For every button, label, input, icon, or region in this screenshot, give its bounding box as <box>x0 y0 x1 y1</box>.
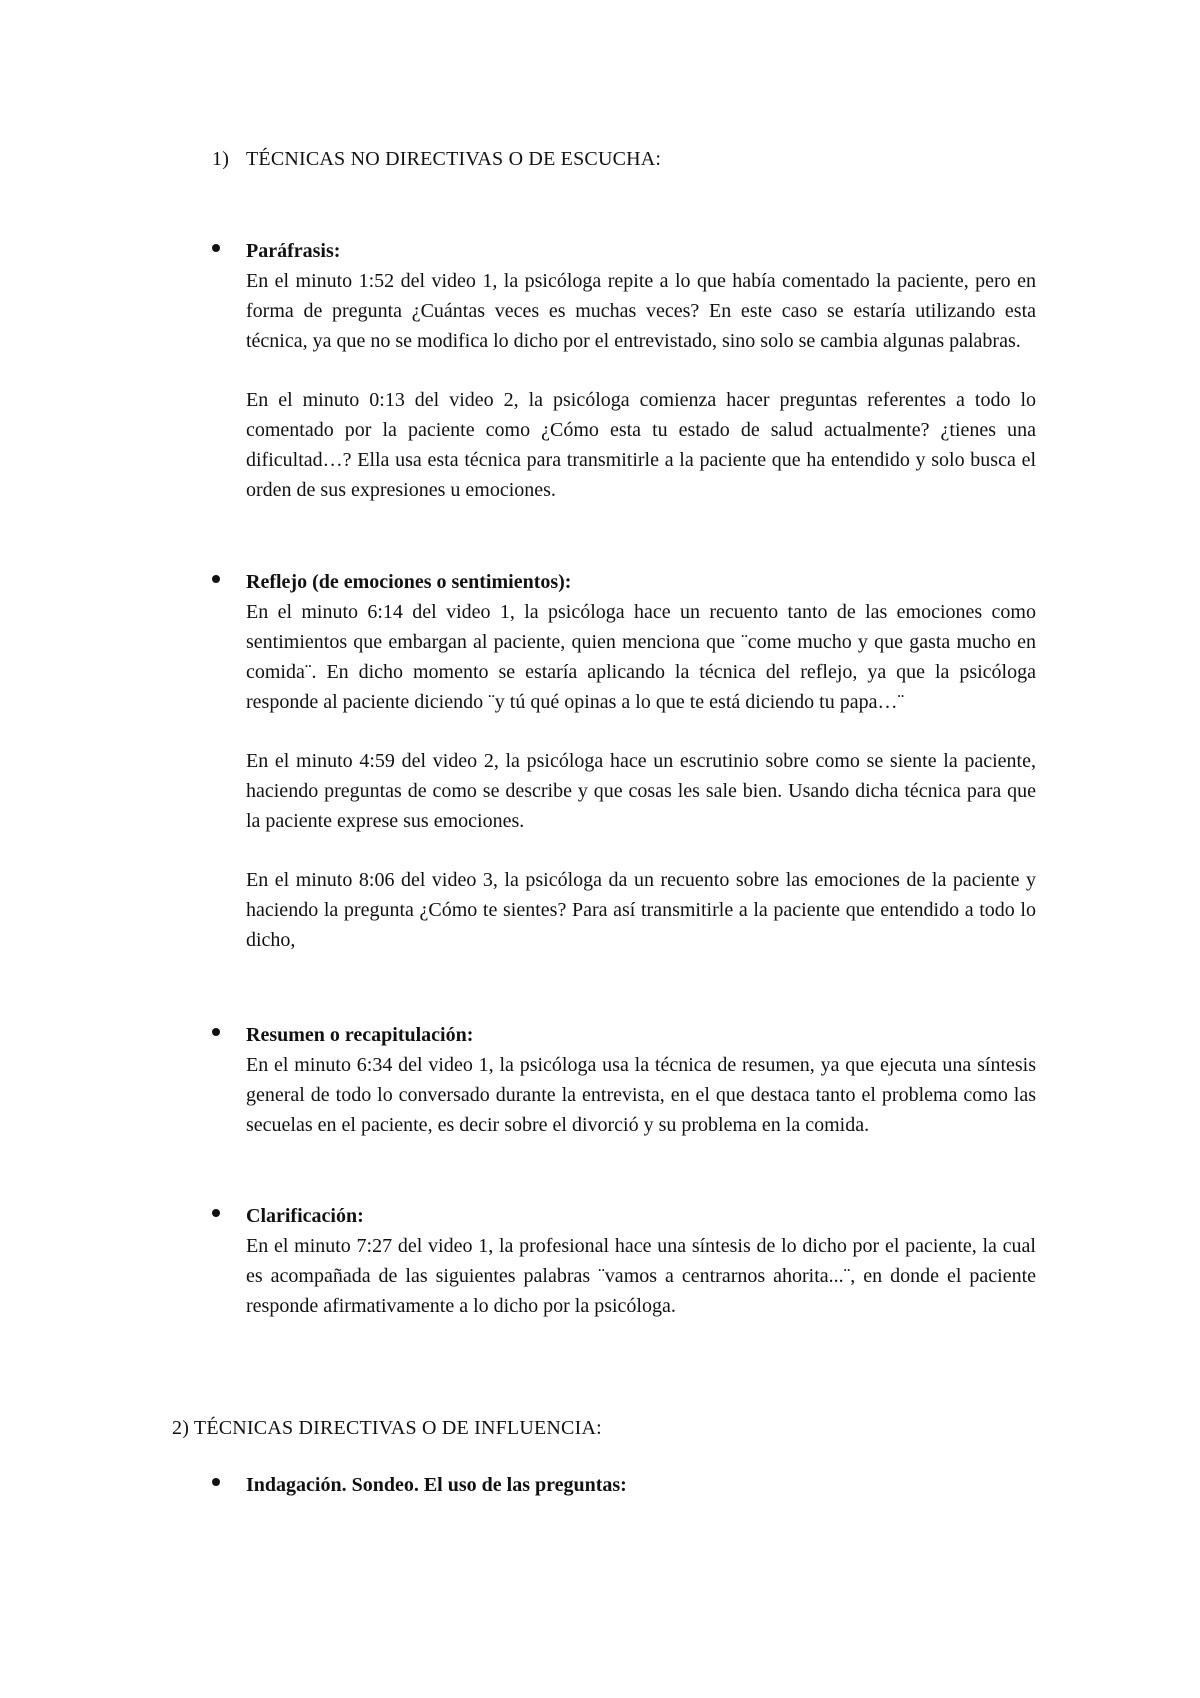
bullet-icon <box>212 244 220 252</box>
bullet-icon <box>212 1478 220 1486</box>
technique-indagacion <box>246 1470 1036 1500</box>
technique-paragraph: En el minuto 8:06 del video 3, la psicóloga da un recuento sobre las emociones de la paciente y haciendo la pregunta ¿Cómo te sientes? Para así transmitirle a la paciente que entendido a todo lo dicho, <box>246 869 1036 951</box>
technique-title: Reflejo (de emociones o sentimientos): <box>246 571 572 593</box>
technique-reflejo <box>246 567 1036 955</box>
technique-title: Paráfrasis: <box>246 240 341 262</box>
technique-title: Indagación. Sondeo. El uso de las preguntas: <box>246 1474 627 1496</box>
technique-title: Resumen o recapitulación: <box>246 1024 474 1046</box>
section-2-heading: 2) TÉCNICAS DIRECTIVAS O DE INFLUENCIA: <box>172 1417 602 1439</box>
technique-title: Clarificación: <box>246 1205 364 1227</box>
bullet-icon <box>212 1209 220 1217</box>
technique-paragraph: En el minuto 0:13 del video 2, la psicóloga comienza hacer preguntas referentes a todo lo comentado por la paciente como ¿Cómo esta tu estado de salud actualmente? ¿tienes una dificultad…? Ella usa esta técnica para transmitirle a la paciente que ha entendido y solo busca el orden de sus expresiones u emociones. <box>246 389 1036 501</box>
technique-clarificacion <box>246 1201 1036 1321</box>
technique-paragraph: En el minuto 6:14 del video 1, la psicóloga hace un recuento tanto de las emociones como sentimientos que embargan al paciente, quien menciona que ¨come mucho y que gasta mucho en comida¨. En dicho momento se estaría aplicando la técnica del reflejo, ya que la psicóloga responde al paciente diciendo ¨y tú qué opinas a lo que te está diciendo tu papa…¨ <box>246 601 1036 713</box>
technique-paragraph: En el minuto 6:34 del video 1, la psicóloga usa la técnica de resumen, ya que ejecuta una síntesis general de todo lo conversado durante la entrevista, en el que destaca tanto el problema como las secuelas en el paciente, es decir sobre el divorció y su problema en la comida. <box>246 1054 1036 1136</box>
section-1-title: TÉCNICAS NO DIRECTIVAS O DE ESCUCHA: <box>246 148 662 170</box>
technique-paragraph: En el minuto 1:52 del video 1, la psicóloga repite a lo que había comentado la paciente, pero en forma de pregunta ¿Cuántas veces es muchas veces? En este caso se estaría utilizando esta técnica, ya que no se modifica lo dicho por el entrevistado, sino solo se cambia algunas palabras. <box>246 270 1036 352</box>
section-1-number: 1) <box>212 148 230 170</box>
bullet-icon <box>212 575 220 583</box>
section-1-heading <box>212 148 661 171</box>
bullet-icon <box>212 1028 220 1036</box>
technique-parafrasis <box>246 236 1036 505</box>
technique-resumen <box>246 1020 1036 1140</box>
technique-paragraph: En el minuto 4:59 del video 2, la psicóloga hace un escrutinio sobre como se siente la paciente, haciendo preguntas de como se describe y que cosas les sale bien. Usando dicha técnica para que la paciente exprese sus emociones. <box>246 750 1036 832</box>
technique-paragraph: En el minuto 7:27 del video 1, la profesional hace una síntesis de lo dicho por el paciente, la cual es acompañada de las siguientes palabras ¨vamos a centrarnos ahorita...¨, en donde el paciente responde afirmativamente a lo dicho por la psicóloga. <box>246 1235 1036 1317</box>
